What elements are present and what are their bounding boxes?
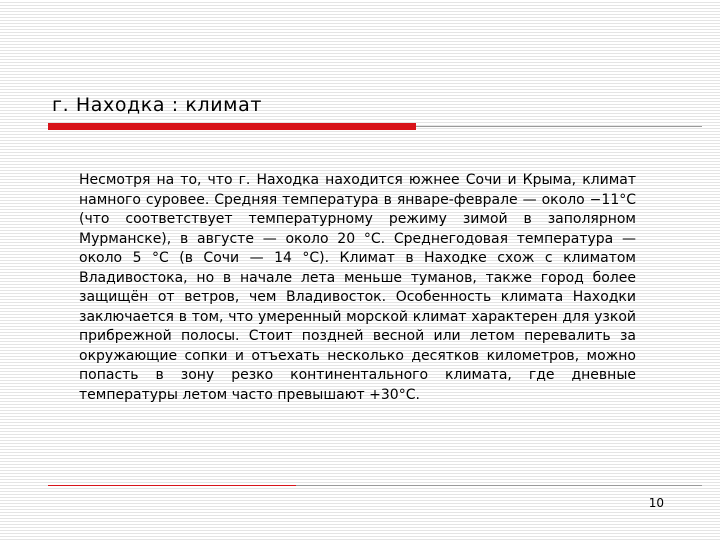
title-accent-bar bbox=[48, 123, 416, 130]
page-number: 10 bbox=[648, 496, 664, 510]
slide-body-text: Несмотря на то, что г. Находка находится южнее Сочи и Крыма, климат намного суровее. Средняя температура в январе-феврале — около −11°C (что соответствует температурному режиму зимой в заполярном Мурманске), в августе — около 20 °C. Среднегодовая температура — около 5 °C (в Сочи — 14 °C). Климат в Находке схож с климатом Владивостока, но в начале лета меньше туманов, также город более защищён от ветров, чем Владивосток. Особенность климата Находки заключается в том, что умеренный морской климат характерен для узкой прибрежной полосы. Стоит поздней весной или летом перевалить за окружающие сопки и отъехать несколько десятков километров, можно попасть в зону резко континентального климата, где дневные температуры летом часто превышают +30°C. bbox=[79, 172, 636, 404]
title-divider-line bbox=[416, 126, 702, 127]
footer-accent-line bbox=[48, 485, 296, 486]
slide-title: г. Находка : климат bbox=[52, 94, 263, 116]
footer-divider-line bbox=[296, 485, 702, 486]
